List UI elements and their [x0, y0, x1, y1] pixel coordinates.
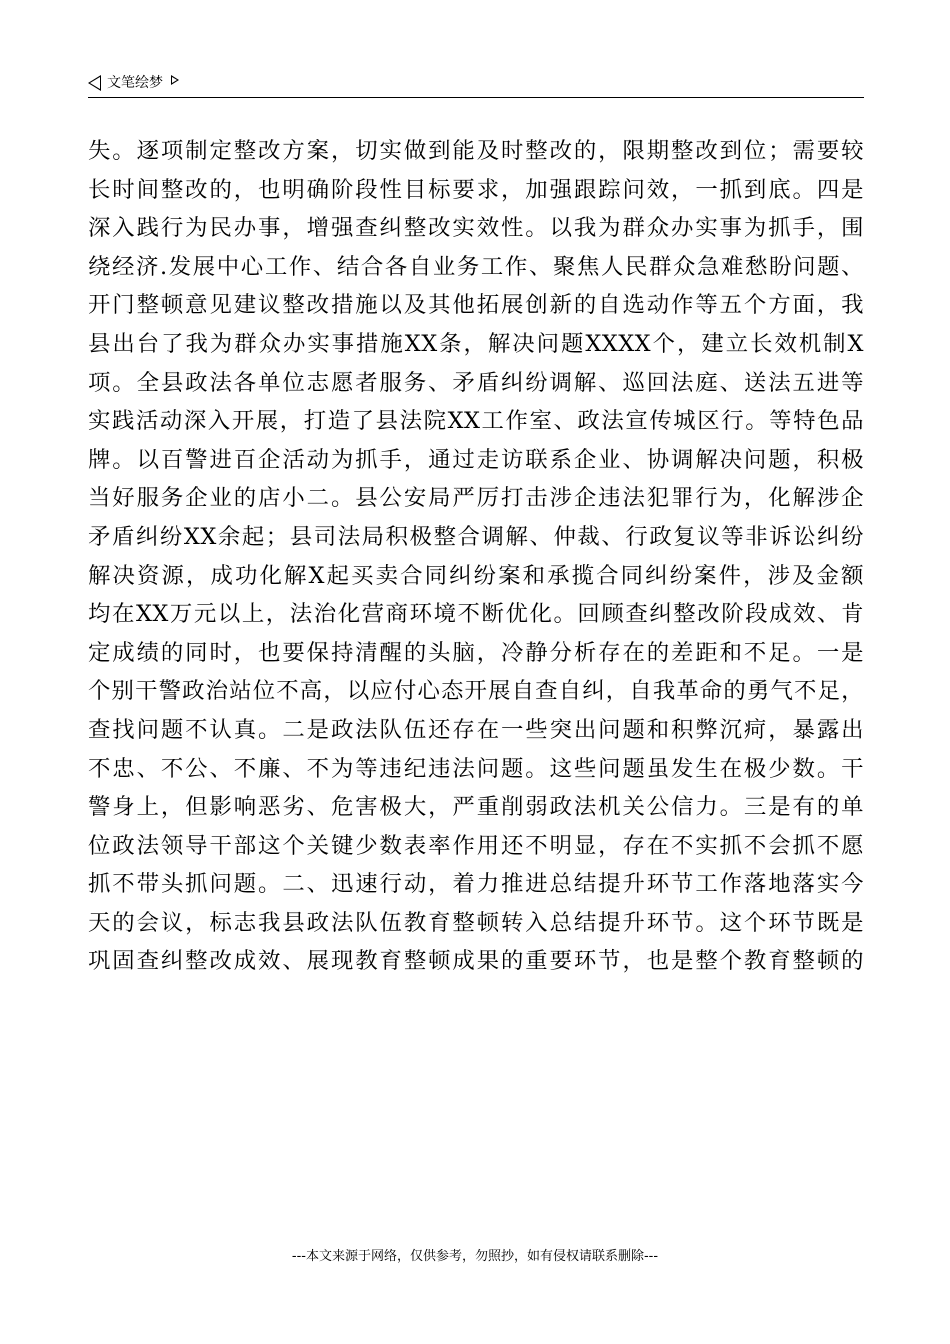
- text-line: 矛盾纠纷XX余起；县司法局积极整合调解、仲裁、行政复议等非诉讼纠纷: [88, 523, 864, 550]
- brand-name: 文笔绘梦: [107, 75, 163, 91]
- text-line: 失。逐项制定整改方案，切实做到能及时整改的，限期整改到位；需要较: [88, 138, 864, 164]
- triangle-left-icon: [88, 75, 101, 91]
- text-line: 天的会议，标志我县政法队伍教育整顿转入总结提升环节。这个环节既是: [88, 909, 864, 936]
- text-line: 定成绩的同时，也要保持清醒的头脑，冷静分析存在的差距和不足。一是: [88, 639, 864, 666]
- footer-disclaimer: ---本文来源于网络，仅供参考，勿照抄，如有侵权请联系删除---: [291, 1249, 659, 1264]
- text-line: 个别干警政治站位不高，以应付心态开展自查自纠，自我革命的勇气不足，: [88, 678, 864, 705]
- text-line: 警身上，但影响恶劣、危害极大，严重削弱政法机关公信力。三是有的单: [88, 794, 864, 821]
- document-body: [88, 132, 864, 981]
- text-line: 不忠、不公、不廉、不为等违纪违法问题。这些问题虽发生在极少数。干: [88, 755, 864, 782]
- text-line: 巩固查纠整改成效、展现教育整顿成果的重要环节，也是整个教育整顿的: [88, 948, 864, 975]
- text-line: 查找问题不认真。二是政法队伍还存在一些突出问题和积弊沉疴，暴露出: [88, 716, 864, 743]
- text-line: 开门整顿意见建议整改措施以及其他拓展创新的自选动作等五个方面，我: [88, 292, 864, 319]
- text-line: 绕经济.发展中心工作、结合各自业务工作、聚焦人民群众急难愁盼问题、: [88, 253, 864, 280]
- text-line: 牌。以百警进百企活动为抓手，通过走访联系企业、协调解决问题，积极: [88, 446, 864, 473]
- text-line: 抓不带头抓问题。二、迅速行动，着力推进总结提升环节工作落地落实今: [88, 871, 864, 898]
- text-line: 当好服务企业的店小二。县公安局严厉打击涉企违法犯罪行为，化解涉企: [88, 485, 864, 512]
- text-line: 解决资源，成功化解X起买卖合同纠纷案和承揽合同纠纷案件，涉及金额: [88, 562, 864, 589]
- text-line: 位政法领导干部这个关键少数表率作用还不明显，存在不实抓不会抓不愿: [88, 832, 864, 859]
- text-line: 县出台了我为群众办实事措施XX条，解决问题XXXX个，建立长效机制X: [88, 330, 864, 357]
- text-line: 均在XX万元以上，法治化营商环境不断优化。回顾查纠整改阶段成效、肯: [88, 601, 864, 628]
- triangle-right-icon: [171, 75, 179, 85]
- text-line: 实践活动深入开展，打造了县法院XX工作室、政法宣传城区行。等特色品: [88, 408, 864, 435]
- text-line: 项。全县政法各单位志愿者服务、矛盾纠纷调解、巡回法庭、送法五进等: [88, 369, 864, 396]
- text-line: 深入践行为民办事，增强查纠整改实效性。以我为群众办实事为抓手，围: [88, 215, 864, 242]
- header-brand: [88, 74, 179, 92]
- page-header: [88, 70, 864, 98]
- text-line: 长时间整改的，也明确阶段性目标要求，加强跟踪问效，一抓到底。四是: [88, 176, 864, 203]
